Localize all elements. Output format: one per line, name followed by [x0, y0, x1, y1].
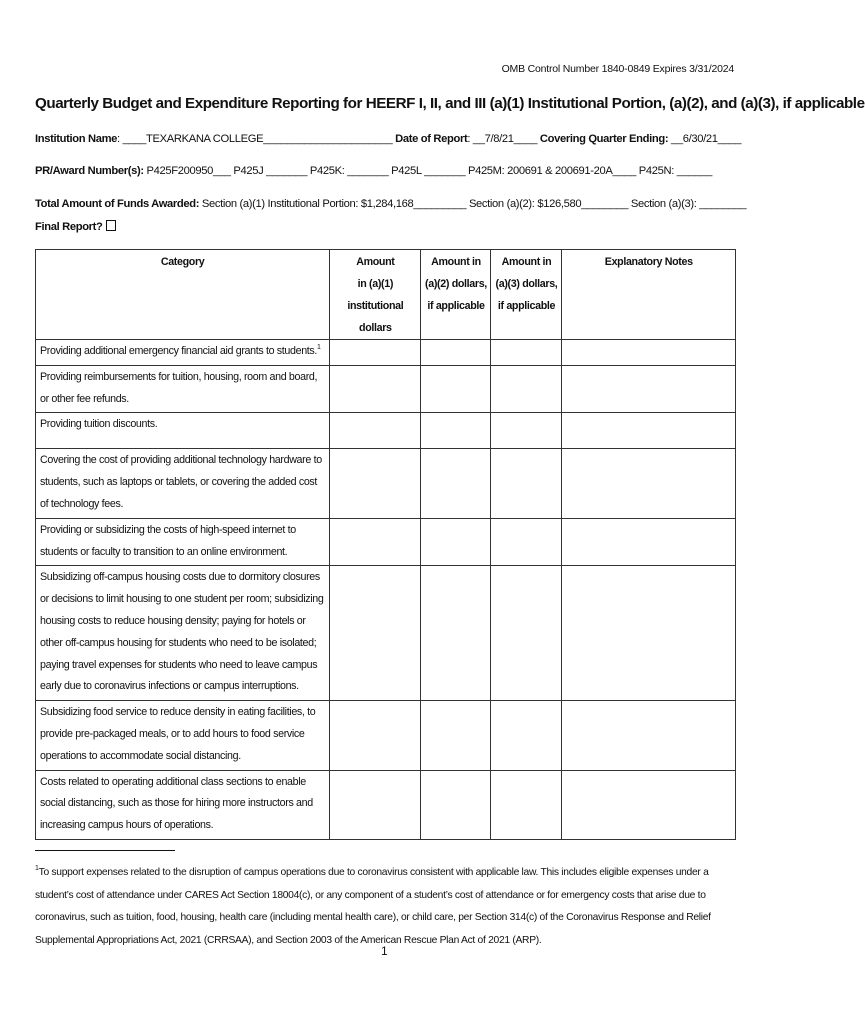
quarter-label: Covering Quarter Ending:: [539, 133, 669, 145]
notes-cell[interactable]: [562, 701, 736, 770]
final-report-checkbox[interactable]: [106, 220, 116, 231]
footnote-divider: [35, 850, 175, 851]
a2-amount-cell[interactable]: [421, 701, 491, 770]
table-row: [36, 518, 736, 566]
final-report-line: [35, 220, 116, 233]
a2-amount-cell[interactable]: [421, 449, 491, 518]
notes-cell[interactable]: [562, 413, 736, 449]
table-header-row: [36, 250, 736, 340]
quarter-value: __6/30/21____: [668, 133, 742, 145]
a2-amount-cell[interactable]: [421, 365, 491, 413]
a1-amount-cell[interactable]: [330, 566, 421, 701]
table-row: [36, 770, 736, 839]
notes-cell[interactable]: [562, 770, 736, 839]
a3-amount-cell[interactable]: [491, 340, 562, 366]
table-row: [36, 413, 736, 449]
category-cell: Covering the cost of providing additional technology hardware to students, such as laptops or tablets, or covering the added cost of technology fees.: [36, 449, 330, 518]
a3-amount-header: Amount in (a)(3) dollars, if applicable: [491, 250, 562, 340]
institution-label: Institution Name: [35, 133, 118, 145]
a1-amount-cell[interactable]: [330, 340, 421, 366]
footnote-ref[interactable]: 1: [317, 344, 321, 351]
a3-amount-cell[interactable]: [491, 449, 562, 518]
notes-cell[interactable]: [562, 365, 736, 413]
a3-amount-cell[interactable]: [491, 770, 562, 839]
budget-table: [35, 249, 736, 840]
category-cell: Providing reimbursements for tuition, housing, room and board, or other fee refunds.: [36, 365, 330, 413]
category-cell: Providing or subsidizing the costs of high-speed internet to students or faculty to transition to an online environment.: [36, 518, 330, 566]
award-line: [35, 165, 712, 177]
footnote: [35, 862, 740, 952]
a2-amount-cell[interactable]: [421, 340, 491, 366]
a2-amount-cell[interactable]: [421, 566, 491, 701]
table-row: [36, 449, 736, 518]
total-label: Total Amount of Funds Awarded:: [35, 198, 200, 210]
notes-cell[interactable]: [562, 566, 736, 701]
a3-amount-cell[interactable]: [491, 413, 562, 449]
table-row: [36, 365, 736, 413]
institution-value: : ____TEXARKANA COLLEGE______________________: [117, 133, 393, 145]
a3-amount-cell[interactable]: [491, 701, 562, 770]
notes-header: Explanatory Notes: [562, 250, 736, 340]
a1-amount-cell[interactable]: [330, 770, 421, 839]
award-label: PR/Award Number(s):: [35, 165, 144, 177]
category-cell: Providing additional emergency financial aid grants to students.$^1$: [36, 340, 330, 366]
date-value: : __7/8/21____: [467, 133, 538, 145]
category-cell: Providing tuition discounts.: [36, 413, 330, 449]
a3-amount-cell[interactable]: [491, 365, 562, 413]
a1-amount-header: Amount in (a)(1) institutional dollars: [330, 250, 421, 340]
category-header: Category: [36, 250, 330, 340]
date-label: Date of Report: [395, 133, 468, 145]
a2-amount-cell[interactable]: [421, 413, 491, 449]
category-cell: Subsidizing off-campus housing costs due to dormitory closures or decisions to limit housing to one student per room; subsidizing housing costs to reduce housing density; paying for hotels or other off-campus housing for students who need to be isolated; paying travel expenses for students who need to leave campus early due to coronavirus infections or campus interruptions.: [36, 566, 330, 701]
a2-amount-cell[interactable]: [421, 770, 491, 839]
notes-cell[interactable]: [562, 518, 736, 566]
notes-cell[interactable]: [562, 449, 736, 518]
footnote-marker: 1: [35, 865, 39, 872]
institution-line: [35, 133, 741, 145]
final-report-label: Final Report?: [35, 221, 103, 233]
table-row: [36, 701, 736, 770]
a2-amount-header: Amount in (a)(2) dollars, if applicable: [421, 250, 491, 340]
table-row: [36, 340, 736, 366]
a1-amount-cell[interactable]: [330, 449, 421, 518]
a3-amount-cell[interactable]: [491, 566, 562, 701]
category-cell: Subsidizing food service to reduce density in eating facilities, to provide pre-packaged meals, or to add hours to food service operations to accommodate social distancing.: [36, 701, 330, 770]
page-number: 1: [381, 944, 388, 958]
table-row: [36, 566, 736, 701]
a1-amount-cell[interactable]: [330, 701, 421, 770]
notes-cell[interactable]: [562, 340, 736, 366]
footnote-text: To support expenses related to the disruption of campus operations due to coronavirus consistent with applicable law. This includes eligible expenses under a student’s cost of attendance under CARES Act Section 18004(c), or any component of a student’s cost of attendance or for emergency costs that arise due to coronavirus, such as tuition, food, housing, health care (including mental health care), or child care, per Section 314(c) of the Coronavirus Response and Relief Supplemental Appropriations Act, 2021 (CRRSAA), and Section 2003 of the American Rescue Plan Act of 2021 (ARP).: [35, 867, 711, 946]
page-title: Quarterly Budget and Expenditure Reporting for HEERF I, II, and III (a)(1) Institutional Portion, (a)(2), and (a)(3), if applicable: [35, 95, 865, 112]
a1-amount-cell[interactable]: [330, 413, 421, 449]
a1-amount-cell[interactable]: [330, 365, 421, 413]
award-value: P425F200950___ P425J _______ P425K: _______ P425L _______ P425M: 200691 & 200691-20A____ P425N: ______: [143, 165, 712, 177]
category-cell: Costs related to operating additional class sections to enable social distancing, such as those for hiring more instructors and increasing campus hours of operations.: [36, 770, 330, 839]
total-value: Section (a)(1) Institutional Portion: $1,284,168_________ Section (a)(2): $126,580________ Section (a)(3): ________: [199, 198, 747, 210]
a3-amount-cell[interactable]: [491, 518, 562, 566]
a1-amount-cell[interactable]: [330, 518, 421, 566]
a2-amount-cell[interactable]: [421, 518, 491, 566]
total-funds-line: [35, 198, 746, 210]
omb-control-number: OMB Control Number 1840-0849 Expires 3/31/2024: [501, 63, 734, 75]
